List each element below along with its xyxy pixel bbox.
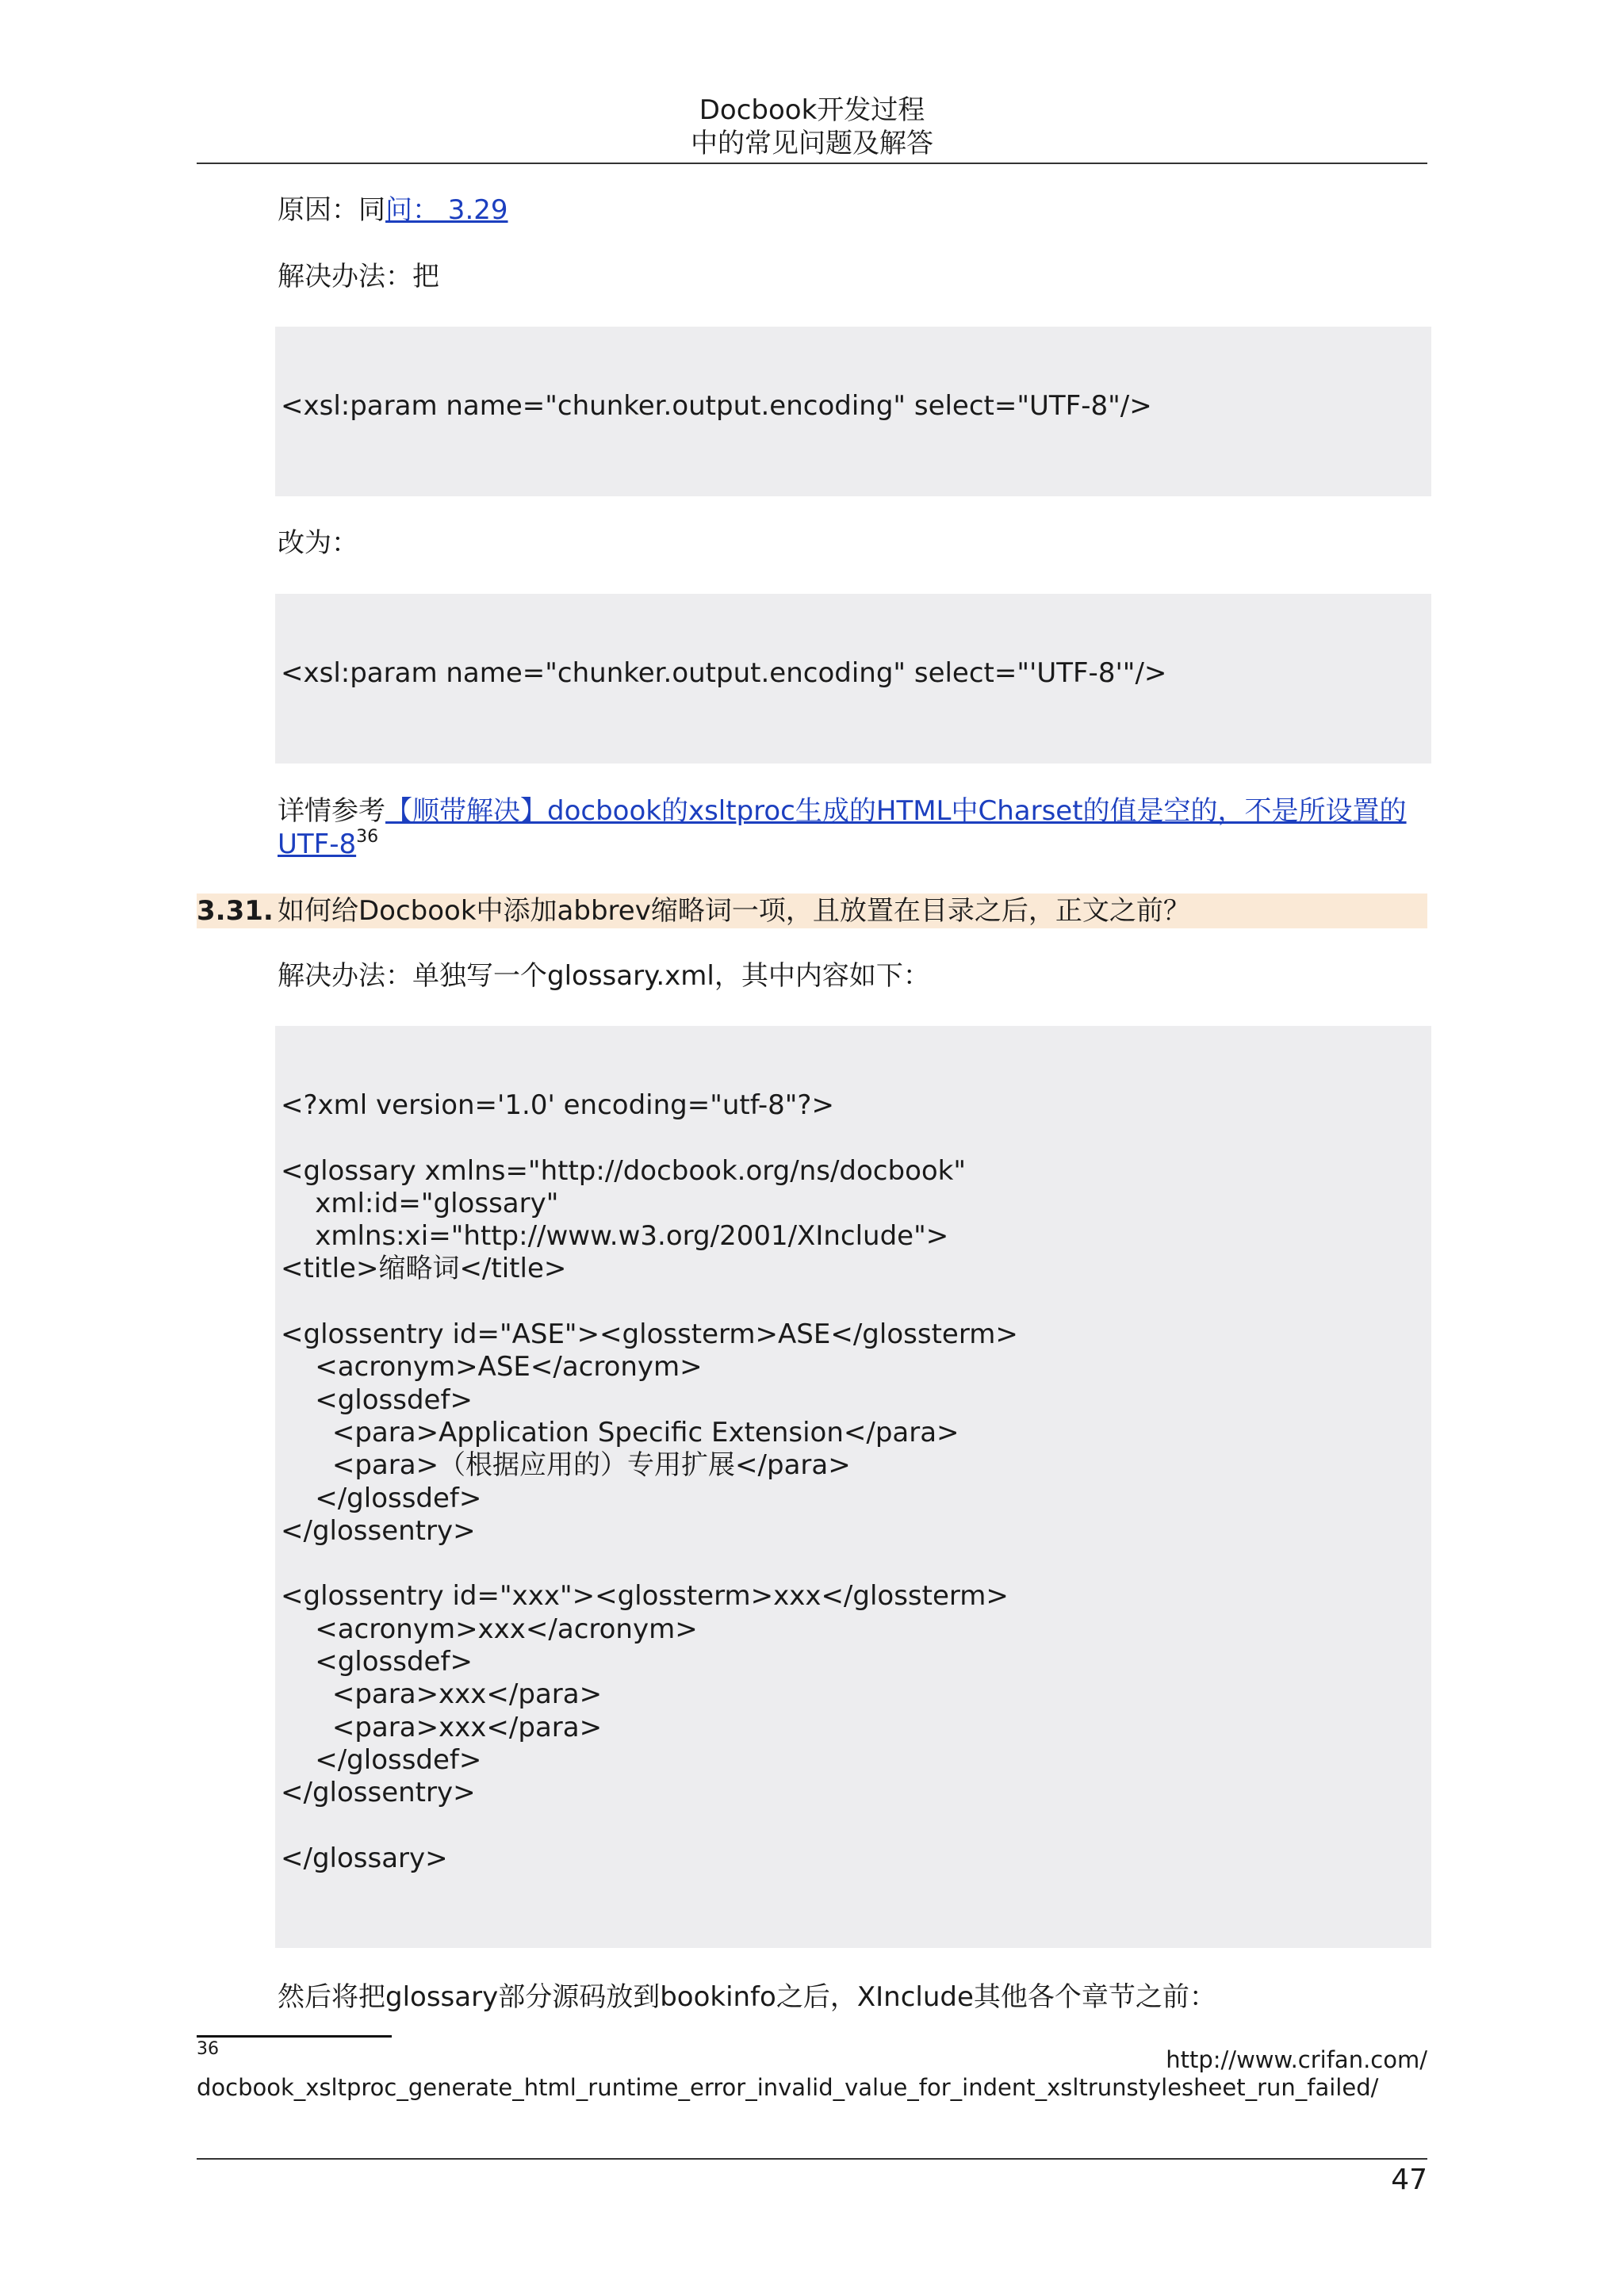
footnote-number: 36 bbox=[197, 2039, 219, 2059]
detail-line-2 bbox=[278, 828, 1427, 861]
code-line: </glossdef> bbox=[281, 1482, 482, 1514]
code-block-original bbox=[275, 327, 1431, 496]
code-line: xml:id="glossary" bbox=[281, 1187, 559, 1219]
code-line: <glossentry id="ASE"><glossterm>ASE</glossterm> bbox=[281, 1318, 1018, 1351]
footnote-url-line1: http://www.crifan.com/ bbox=[1166, 2046, 1427, 2073]
then-paragraph: 然后将把glossary部分源码放到bookinfo之后，XInclude其他各个章节之前： bbox=[278, 1981, 1216, 2013]
solution-paragraph-1: 解决办法：把 bbox=[278, 261, 439, 293]
page-number: 47 bbox=[1391, 2164, 1427, 2196]
code-line bbox=[281, 1286, 1431, 1318]
code-line: </glossdef> bbox=[281, 1743, 482, 1776]
cause-link[interactable]: 问： 3.29 bbox=[385, 194, 508, 226]
code-line bbox=[281, 1122, 1431, 1154]
code-line: <xsl:param name="chunker.output.encoding" select="UTF-8"/> bbox=[281, 390, 1152, 422]
code-block-glossary bbox=[275, 1026, 1431, 1948]
code-line: <para>xxx</para> bbox=[281, 1678, 603, 1711]
code-block-modified bbox=[275, 594, 1431, 763]
footer-divider bbox=[197, 2158, 1427, 2160]
cause-prefix: 原因：同 bbox=[278, 194, 385, 226]
solution-paragraph-2: 解决办法：单独写一个glossary.xml，其中内容如下： bbox=[278, 960, 930, 992]
detail-line-1 bbox=[278, 794, 1427, 828]
code-line: <glossdef> bbox=[281, 1646, 473, 1678]
detail-link-continued[interactable]: UTF-8 bbox=[278, 828, 357, 860]
code-line: </glossentry> bbox=[281, 1514, 476, 1547]
detail-prefix: 详情参考 bbox=[278, 795, 385, 827]
code-line: <xsl:param name="chunker.output.encoding" select="'UTF-8'"/> bbox=[281, 657, 1167, 689]
code-line bbox=[281, 1810, 1431, 1843]
code-line: <acronym>xxx</acronym> bbox=[281, 1613, 698, 1645]
section-number: 3.31. bbox=[197, 895, 274, 927]
code-line bbox=[281, 1548, 1431, 1580]
code-line: </glossentry> bbox=[281, 1777, 476, 1809]
detail-link[interactable]: 【顺带解决】docbook的xsltproc生成的HTML中Charset的值是空的，不是所设置的 bbox=[385, 795, 1407, 827]
code-line: xmlns:xi="http://www.w3.org/2001/XInclude"> bbox=[281, 1220, 949, 1253]
header-divider bbox=[197, 163, 1427, 164]
code-line: <title>缩略词</title> bbox=[281, 1253, 567, 1285]
footnote-url-line2: docbook_xsltproc_generate_html_runtime_error_invalid_value_for_indent_xsltrunstylesheet_run_failed/ bbox=[197, 2074, 1379, 2101]
header-title-line2: 中的常见问题及解答 bbox=[691, 128, 933, 159]
footnote-divider bbox=[197, 2035, 392, 2038]
header-title-line1: Docbook开发过程 bbox=[699, 94, 925, 126]
code-line: <glossentry id="xxx"><glossterm>xxx</glossterm> bbox=[281, 1580, 1009, 1613]
change-to-label: 改为： bbox=[278, 527, 358, 559]
code-line: </glossary> bbox=[281, 1842, 448, 1874]
code-line: <para>（根据应用的）专用扩展</para> bbox=[281, 1449, 851, 1482]
code-line: <para>xxx</para> bbox=[281, 1711, 603, 1743]
cause-paragraph bbox=[278, 193, 1427, 227]
section-title: 如何给Docbook中添加abbrev缩略词一项，且放置在目录之后，正文之前？ bbox=[278, 895, 1190, 927]
running-header bbox=[197, 94, 1427, 160]
code-line: <glossary xmlns="http://docbook.org/ns/docbook" bbox=[281, 1154, 967, 1187]
code-line: <glossdef> bbox=[281, 1383, 473, 1416]
code-line: <acronym>ASE</acronym> bbox=[281, 1351, 703, 1383]
code-line: <?xml version='1.0' encoding="utf-8"?> bbox=[281, 1089, 834, 1121]
code-line: <para>Application Specific Extension</para> bbox=[281, 1416, 959, 1448]
detail-reference bbox=[278, 794, 1427, 861]
footnote-ref[interactable]: 36 bbox=[356, 827, 379, 847]
